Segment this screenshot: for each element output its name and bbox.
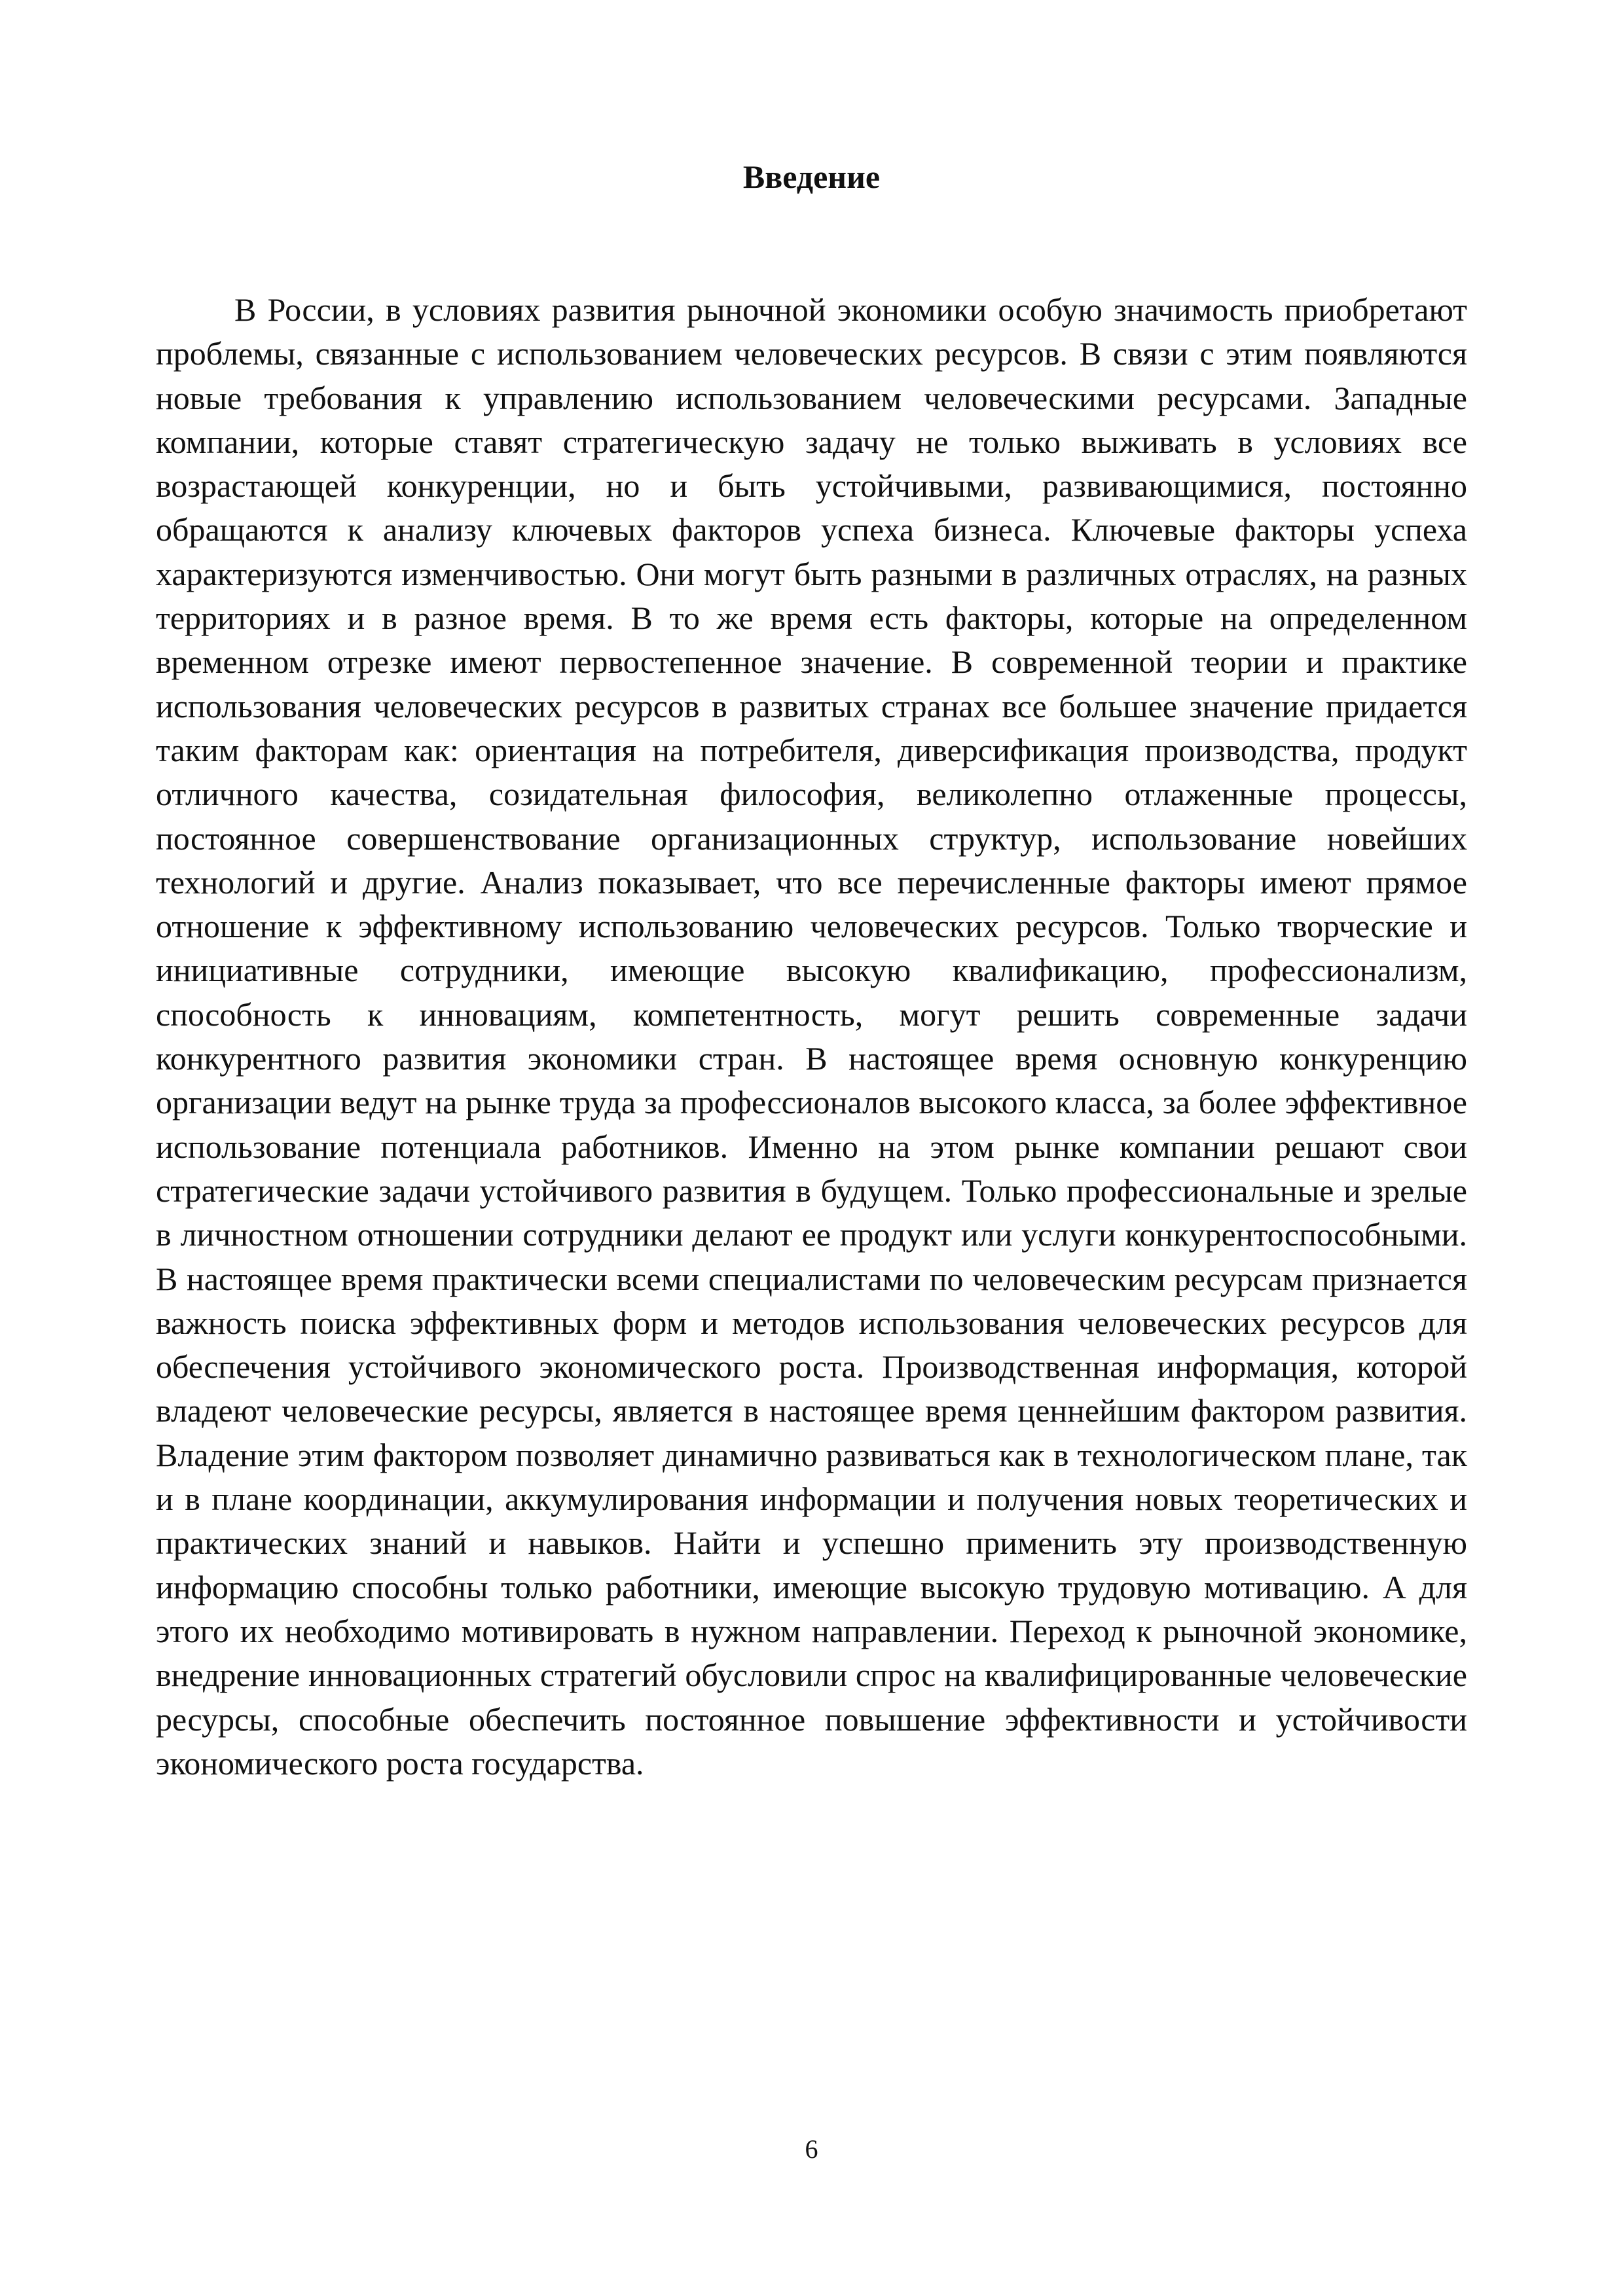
page-number: 6	[805, 2134, 818, 2164]
section-title: Введение	[742, 158, 881, 195]
body-paragraph: В России, в условиях развития рыночной экономики особую значимость приобретают проблемы, связанные с использованием человеческих ресурсов. В связи с этим появляются новые требования к управлению использованием человеческими ресурсами. Западные компании, которые ставят стратегическую задачу не только выживать в условиях все возрастающей конкуренции, но и быть устойчивыми, развивающимися, постоянно обращаются к анализу ключевых факторов успеха бизнеса. Ключевые факторы успеха характеризуются изменчивостью. Они могут быть разными в различных отраслях, на разных территориях и в разное время. В то же время есть факторы, которые на определенном временном отрезке имеют первостепенное значение. В современной теории и практике использования человеческих ресурсов в развитых странах все большее значение придается таким факторам как: ориентация на потребителя, диверсификация производства, продукт отличного качества, созидательная философия, великолепно отлаженные процессы, постоянное совершенствование организационных структур, использование новейших технологий и другие. Анализ показывает, что все перечисленные факторы имеют прямое отношение к эффективному использованию человеческих ресурсов. Только творческие и инициативные сотрудники, имеющие высокую квалификацию, профессионализм, способность к инновациям, компетентность, могут решить современные задачи конкурентного развития экономики стран. В настоящее время основную конкуренцию организации ведут на рынке труда за профессионалов высокого класса, за более эффективное использование потенциала работников. Именно на этом рынке компании решают свои стратегические задачи устойчивого развития в будущем. Только профессиональные и зрелые в личностном отношении сотрудники делают ее продукт или услуги конкурентоспособными. В настоящее время практически всеми специалистами по человеческим ресурсам признается важность поиска эффективных форм и методов использования человеческих ресурсов для обеспечения устойчивого экономического роста. Производственная информация, которой владеют человеческие ресурсы, является в настоящее время ценнейшим фактором развития. Владение этим фактором позволяет динамично развиваться как в технологическом плане, так и в плане координации, аккумулирования информации и получения новых теоретических и практических знаний и навыков. Найти и успешно применить эту производственную информацию способны только работники, имеющие высокую трудовую мотивацию. А для этого их необходимо мотивировать в нужном направлении. Переход к рыночной экономике, внедрение инновационных стратегий обусловили спрос на квалифицированные человеческие ресурсы, способные обеспечить постоянное повышение эффективности и устойчивости экономического роста государства.	[156, 291, 1467, 1782]
